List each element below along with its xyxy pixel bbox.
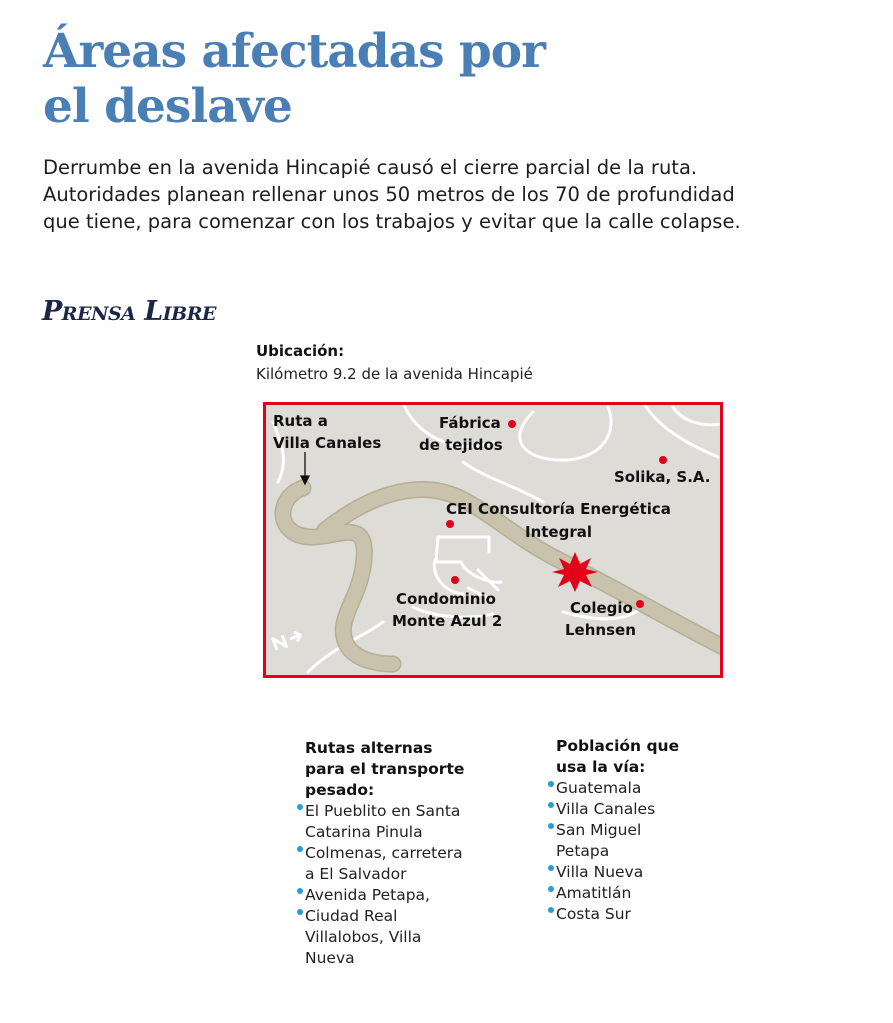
list-item-text: Villalobos, Villa [305, 928, 422, 946]
list-item-text: Ciudad Real [305, 907, 398, 925]
location-label: Ubicación: [256, 342, 345, 360]
population-using-road [556, 736, 716, 925]
label-condominio-1: Condominio [396, 590, 496, 608]
bullet-icon [297, 846, 303, 852]
list-item [556, 904, 716, 925]
prensa-libre-logo: Prensa Libre [42, 296, 217, 327]
location-map [263, 402, 723, 678]
list-item-text: El Pueblito en Santa [305, 802, 461, 820]
alternative-routes [305, 738, 505, 969]
list-item-text: Villa Canales [556, 800, 656, 818]
marker-condominio [451, 576, 459, 584]
alternative-routes-list [305, 801, 505, 969]
route-label-line-2: Villa Canales [273, 434, 382, 452]
alternatives-heading-2: para el transporte [305, 760, 465, 778]
bullet-icon [548, 781, 554, 787]
label-condominio-2: Monte Azul 2 [392, 612, 503, 630]
bullet-icon [548, 865, 554, 871]
map-svg [263, 402, 723, 678]
list-item-text: Amatitlán [556, 884, 632, 902]
label-cei-1: CEI Consultoría Energética [446, 500, 671, 518]
label-fabrica-1: Fábrica [439, 414, 501, 432]
bullet-icon [548, 802, 554, 808]
bullet-icon [548, 907, 554, 913]
title-line-1: Áreas afectadas por [43, 24, 545, 79]
list-item-text: Catarina Pinula [305, 823, 423, 841]
marker-fabrica [508, 420, 516, 428]
marker-cei [446, 520, 454, 528]
title-line-2: el deslave [43, 79, 292, 134]
lead-paragraph: Derrumbe en la avenida Hincapié causó el cierre parcial de la ruta. Autoridades planean rellenar unos 50 metros de los 70 de profundidad que tiene, para comenzar con los trabajos y evitar que la calle colapse. [43, 156, 741, 233]
list-item [556, 778, 716, 799]
list-item-text: Guatemala [556, 779, 642, 797]
list-item [556, 799, 716, 820]
list-item-text: Avenida Petapa, [305, 886, 430, 904]
list-item [305, 885, 505, 906]
list-item [556, 883, 716, 904]
alternatives-heading-1: Rutas alternas [305, 739, 433, 757]
page-title [43, 24, 803, 134]
location-value: Kilómetro 9.2 de la avenida Hincapié [256, 365, 533, 383]
list-item-text: Nueva [305, 949, 355, 967]
list-item-text: Colmenas, carretera [305, 844, 463, 862]
bullet-icon [548, 886, 554, 892]
list-item-text: a El Salvador [305, 865, 407, 883]
alternative-routes-heading [305, 738, 505, 801]
bullet-icon [297, 909, 303, 915]
list-item [305, 843, 505, 885]
list-item-text: San Miguel [556, 821, 642, 839]
population-heading-1: Población que [556, 737, 680, 755]
route-label-line-1: Ruta a [273, 412, 328, 430]
label-colegio-1: Colegio [570, 599, 633, 617]
list-item-text: Petapa [556, 842, 610, 860]
label-fabrica-2: de tejidos [419, 436, 503, 454]
marker-solika [659, 456, 667, 464]
population-heading-2: usa la vía: [556, 758, 646, 776]
bullet-icon [548, 823, 554, 829]
population-heading [556, 736, 716, 778]
list-item [556, 862, 716, 883]
population-list [556, 778, 716, 925]
list-item [305, 801, 505, 843]
label-solika: Solika, S.A. [614, 468, 711, 486]
alternatives-heading-3: pesado: [305, 781, 375, 799]
label-cei-2: Integral [525, 523, 593, 541]
list-item [305, 906, 505, 969]
bullet-icon [297, 804, 303, 810]
bullet-icon [297, 888, 303, 894]
list-item [556, 820, 716, 862]
list-item-text: Villa Nueva [556, 863, 644, 881]
marker-colegio [636, 600, 644, 608]
label-colegio-2: Lehnsen [565, 621, 636, 639]
list-item-text: Costa Sur [556, 905, 631, 923]
